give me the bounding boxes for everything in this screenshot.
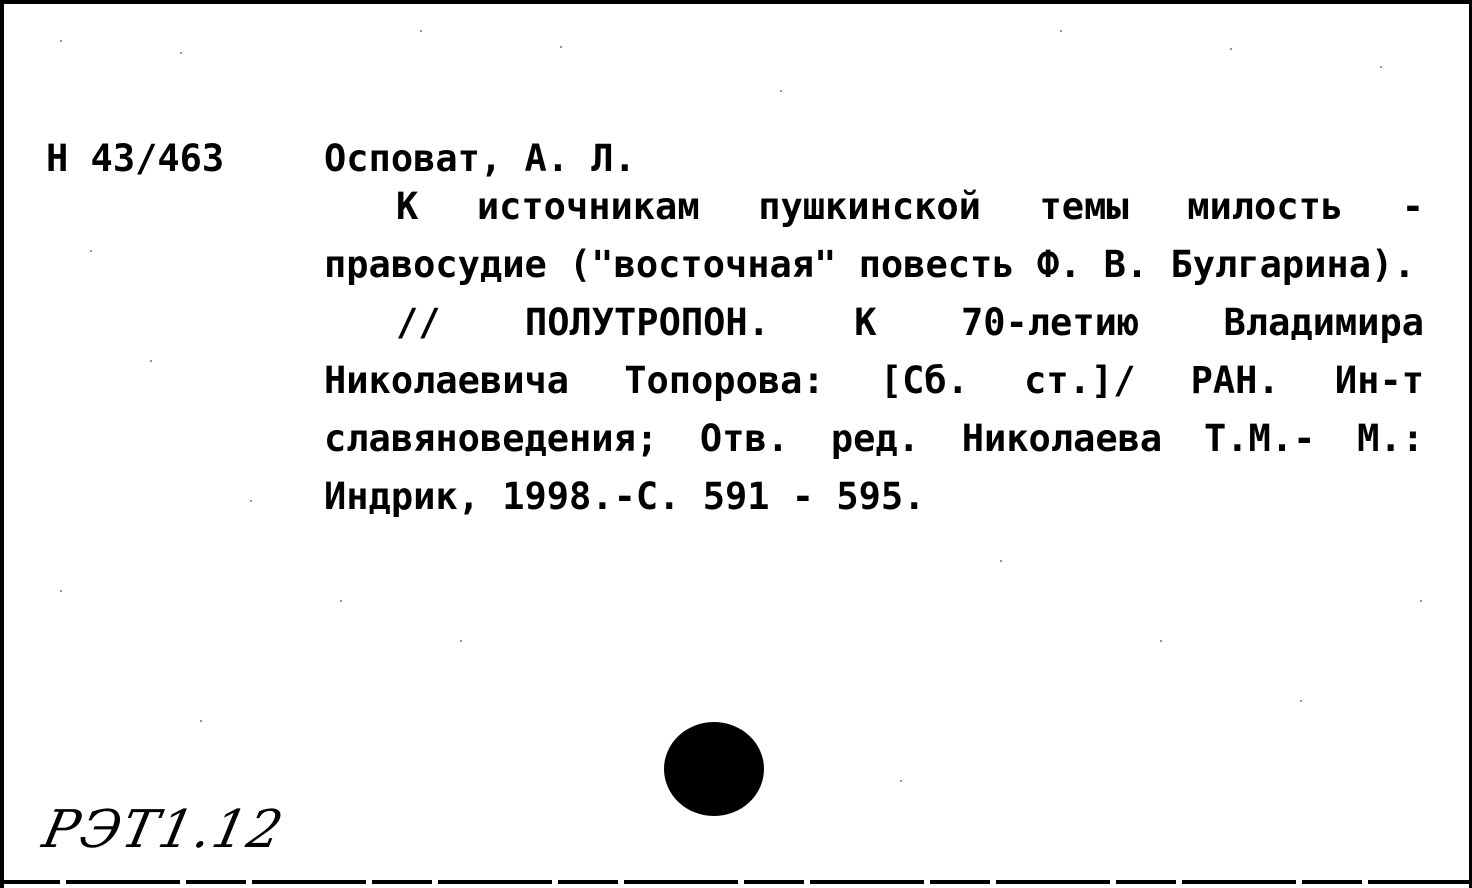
article-title: К источникам пушкинской темы милость - правосудие ("восточная" повесть Ф. В. Булгарина). — [324, 185, 1424, 286]
card-edge-left — [0, 0, 4, 888]
source-publication: // ПОЛУТРОПОН. К 70-летию Владимира Николаевича Топорова: [Сб. ст.]/ РАН. Ин-т славяноведения; Отв. ред. Николаева Т.М.- М.: Индрик, 1998.-С. 591 - 595. — [324, 301, 1424, 518]
card-edge-bottom — [0, 880, 1472, 884]
author-heading: Осповат, А. Л. — [324, 137, 636, 180]
handwritten-code: РЭТ1.12 — [37, 800, 290, 860]
card-edge-top — [0, 0, 1472, 4]
punch-hole — [664, 722, 764, 816]
shelf-mark: Н 43/463 — [46, 137, 225, 180]
bibliographic-description — [324, 178, 1424, 526]
